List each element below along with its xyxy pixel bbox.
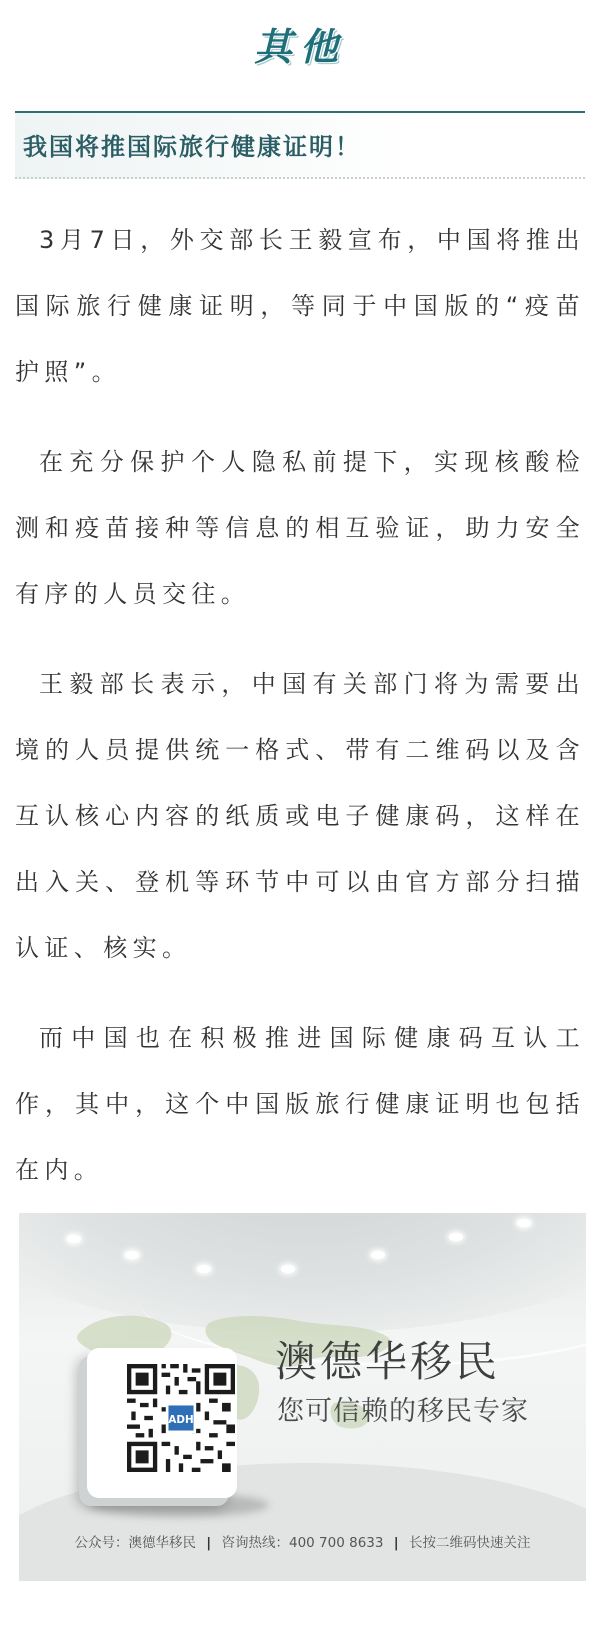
ceiling-light [517, 1219, 531, 1227]
article-paragraph: 而中国也在积极推进国际健康码互认工作，其中，这个中国版旅行健康证明也包括在内。 [15, 1024, 585, 1184]
brand-slogan: 您可信赖的移民专家 [277, 1396, 529, 1427]
ceiling-light [197, 1265, 211, 1273]
article-paragraph: 王毅部长表示，中国有关部门将为需要出境的人员提供统一格式、带有二维码以及含互认核心内容的纸质或电子健康码，这样在出入关、登机等环节中可以由官方部分扫描认证、核实。 [15, 670, 585, 962]
separator: | [206, 1535, 212, 1551]
section-title: 其他 [253, 25, 346, 69]
separator: | [393, 1535, 399, 1551]
qr-logo-text: ADH [168, 1413, 194, 1426]
ceiling-light [371, 1251, 385, 1259]
article-headline: 我国将推国际旅行健康证明！ [23, 133, 361, 161]
scan-hint-text: 长按二维码快速关注 [409, 1535, 531, 1551]
ceiling-light [449, 1233, 463, 1241]
article-body [15, 207, 585, 1227]
qr-code-image[interactable] [127, 1364, 235, 1472]
hotline-text: 咨询热线：400 700 8633 [221, 1535, 384, 1551]
article-paragraph: 在充分保护个人隐私前提下，实现核酸检测和疫苗接种等信息的相互验证，助力安全有序的人员交往。 [15, 448, 585, 608]
headline-bar [15, 111, 585, 179]
banner-footer [19, 1531, 586, 1551]
brand-name: 澳德华移民 [275, 1337, 501, 1386]
ceiling-light [281, 1265, 295, 1273]
article-paragraph: 3月7日，外交部长王毅宣布，中国将推出国际旅行健康证明，等同于中国版的“疫苗护照”。 [15, 226, 585, 386]
wechat-account-text: 公众号：澳德华移民 [74, 1535, 196, 1551]
ceiling-light [67, 1235, 81, 1243]
ceiling-light [125, 1251, 139, 1259]
promo-banner [19, 1213, 586, 1581]
